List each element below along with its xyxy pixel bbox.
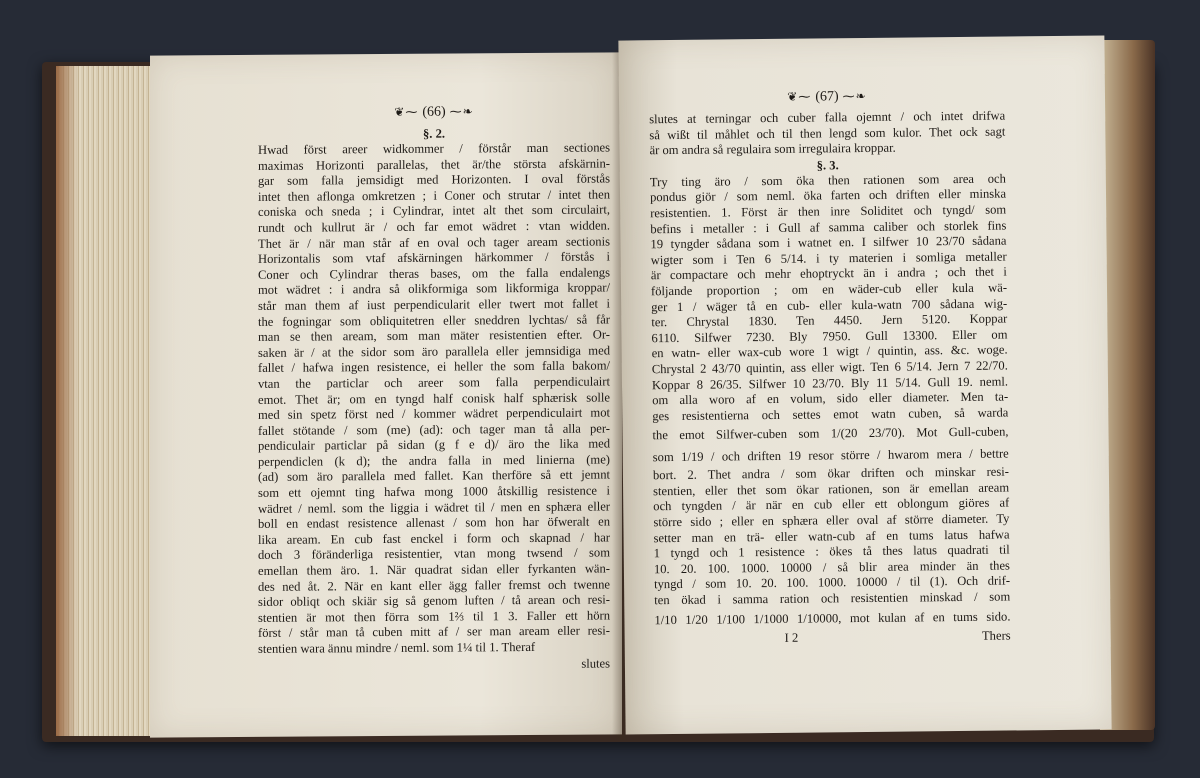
text-line: Coner och Cylindrar theras bases, om the falla endalengs bbox=[258, 265, 610, 282]
catchword: Thers bbox=[981, 628, 1011, 643]
text-line: ter. Chrystal 1830. Ten 4450. Jern 5120. Koppar bbox=[651, 311, 1008, 330]
text-line: vtan the particlar och areer som falla perpendiculairt bbox=[258, 374, 610, 391]
text-line: är compactare och mehr ehoptryckt än i andra ; och thet i bbox=[650, 264, 1007, 283]
text-line: wädret / neml. som the liggia i wädret til / men en sphæra eller bbox=[258, 499, 610, 516]
text-line: först / står man tå cuben mitt af / ser man aream eller resi- bbox=[258, 623, 610, 641]
text-line: ger 1 / wäger tå en cub- eller kula-watn 700 sådana wig- bbox=[651, 296, 1008, 314]
text-line: Horizontalis som vtaf afskärningen härkommer / förstås i bbox=[258, 249, 610, 267]
ornament-icon: ⁓❧ bbox=[445, 104, 474, 119]
text-line: bort. 2. Thet andra / som ökar driften och minskar resi- bbox=[652, 464, 1009, 483]
right-page bbox=[618, 35, 1111, 734]
text-line: setter man en trä- eller watn-cub af en tums latus hafwa bbox=[653, 527, 1010, 545]
text-line: 1 tyngd och 1 resistence : ökes tå thes latus quadrati til bbox=[653, 542, 1010, 561]
text-line: står man them af iust perpendicularit eller twert mot fallet i bbox=[258, 296, 610, 313]
text-line: emot. Thet är; om en tyngd half conisk half sphærisk solle bbox=[258, 389, 610, 407]
text-line: mot wädret : i andra så olikformiga som likformiga kroppar/ bbox=[258, 280, 610, 298]
text-line: perpendiclen (k d); the andra falla in med linierna (me) bbox=[258, 452, 610, 469]
text-line: Hwad först areer widkommer / förstår man sectiones bbox=[258, 140, 610, 157]
text-line: maximas Horizonti parallelas, thet är/the största afskärnin- bbox=[258, 156, 610, 173]
text-line: the fogningar som obliquitetren eller sneddren lychtas/ så får bbox=[258, 311, 610, 329]
text-line: pondus giör / som neml. öka farten och driften eller minska bbox=[649, 186, 1007, 205]
text-line: med sin spetz först ned / kommer wädret perpendiculairt mot bbox=[258, 405, 610, 422]
left-page-text bbox=[258, 100, 610, 673]
text-line: en watn- eller wax-cub wore 1 wigt / quintin, ass. &c. woge. bbox=[651, 342, 1008, 361]
text-line: doch 3 föränderliga resistentier, vtan mong twsend / som bbox=[258, 545, 610, 563]
text-line: är om andra så regulaira som irregulaira kroppar. bbox=[649, 140, 896, 158]
text-line: och tyngden / är när en cub eller ett oblongum giöres af bbox=[653, 495, 1010, 514]
text-line: lika aream. En cub fast enckel i form och skapnad / har bbox=[258, 530, 610, 547]
text-line: sidor obliqt och skiär sig så genom luften / tå arean och resi- bbox=[258, 592, 610, 610]
text-line: stentien wara ännu mindre / neml. som 1¼ til 1. Theraf bbox=[258, 639, 536, 656]
text-line: Thet är / när man står af en oval och tager aream sectionis bbox=[258, 233, 610, 251]
text-line: 1/10 1/20 1/100 1/1000 1/10000, mot kulan af en tums sido. bbox=[654, 609, 1011, 627]
page-header bbox=[258, 100, 610, 126]
page-edges-left bbox=[56, 66, 156, 736]
ornament-icon: ❦⁓ bbox=[394, 104, 423, 119]
text-line: tyngd / som 10. 20. 100. 1000. 10000 / til (1). Och drif- bbox=[654, 573, 1011, 592]
text-line: rundt och kullrut är / och far emot wädret : vtan widden. bbox=[258, 218, 610, 235]
text-line: 6110. Silfwer 7230. Bly 7950. Gull 13300. Eller om bbox=[651, 327, 1008, 345]
text-line: the emot Silfwer-cuben som 1/(20 23/70). Mot Gull-cuben, bbox=[652, 424, 1009, 443]
text-line: ten ökad i samma ration och resistentien minskad / som bbox=[654, 589, 1011, 608]
text-line: ges resistentierna och settes emot watn cuben, så warda bbox=[652, 405, 1009, 423]
text-line: Chrystal 2 43/70 quintin, ass eller wigt. Ten 6 5/14. Jern 7 22/70. bbox=[651, 358, 1008, 377]
text-line: som 1/19 / och driften 19 resor större / hwarom mera / bettre bbox=[652, 446, 1009, 465]
text-line: fallet stötande / som (me) (ad): och tager man tå alla per- bbox=[258, 421, 610, 438]
text-line: befins i metaller : i Gull af samma caliber och storlek fins bbox=[650, 218, 1007, 236]
text-line: boll en endast resistence allenast / som hon har öfweralt en bbox=[258, 514, 610, 532]
text-line: emellan them äro. 1. När quadrat sidan eller fyrkanten wän- bbox=[258, 561, 610, 578]
section-heading: §. 2. bbox=[422, 126, 446, 141]
ornament-icon: ❦⁓ bbox=[787, 89, 816, 104]
ornament-icon: ⁓❧ bbox=[838, 88, 867, 104]
catchword: slutes bbox=[581, 656, 610, 671]
text-line: pendiculair particlar på sidan (g f e d)/ äro the lika med bbox=[258, 436, 610, 454]
text-line: man se then aream, som man mäter resistentien efter. Or- bbox=[258, 327, 610, 345]
left-body bbox=[258, 140, 610, 657]
text-line: fallet / hafwa ingen resistence, ei heller the som falla bakom/ bbox=[258, 358, 610, 376]
text-line: 19 tyngder sådana som i watnet en. I silfwer 10 23/70 sådana bbox=[650, 233, 1007, 252]
text-line: saken är / at the sidor som äro parallela eller jemnsidiga med bbox=[258, 343, 610, 360]
text-line: 10. 20. 100. 1000. 10000 / så blir area minder än thes bbox=[653, 558, 1010, 577]
text-line: intet then aflonga omkretzen ; i Coner och strutar / intet then bbox=[258, 187, 610, 204]
text-line: gar som falla jemsidigt med Horizonten. I oval förstås bbox=[258, 171, 610, 189]
text-line: wigter som i Ten 6 5/14. i ty materien i somliga metaller bbox=[650, 249, 1007, 267]
right-body-intro bbox=[649, 109, 1005, 160]
left-page bbox=[150, 52, 622, 737]
text-line: des ned åt. 2. När en kant eller ägg faller fremst och twenne bbox=[258, 577, 610, 594]
text-line: Try ting äro / som öka then rationen som area och bbox=[649, 171, 1006, 190]
text-line: slutes at terningar och cuber falla ojemnt / och intet drifwa bbox=[649, 108, 1006, 127]
right-body bbox=[650, 171, 1011, 631]
text-line: om alla woro af en volum, sido eller diameter. Men ta- bbox=[652, 389, 1009, 408]
text-line: resistentien. 1. Först är then inre Soliditet och tyngd/ som bbox=[650, 202, 1007, 221]
text-line: (ad) som äro parallela med fallet. Kan therföre så ett jemnt bbox=[258, 467, 610, 485]
page-number: (67) bbox=[815, 89, 839, 105]
text-line: Koppar 8 26/35. Silfwer 10 23/70. Bly 11 5/14. Gull 19. neml. bbox=[651, 374, 1009, 392]
section-heading: §. 3. bbox=[816, 158, 839, 173]
text-line: stentien är mot then förra som 1⅔ til 1 3. Faller ett hörn bbox=[258, 608, 610, 625]
signature-mark: I 2 bbox=[784, 630, 799, 645]
text-line: så wißt til måhlet och til then lengd som kulor. Thet ock sagt bbox=[649, 124, 1006, 142]
text-line: följande proportion ; om en wäder-cub eller kula wä- bbox=[650, 280, 1008, 299]
text-line: större sido ; eller en sphæra eller oval af större diameter. Ty bbox=[653, 511, 1010, 530]
text-line: coniska och sneda ; i Cylindrar, intet alt thet som circulairt, bbox=[258, 202, 610, 220]
text-line: stentien, eller thet som ökar rationen, son är emellan aream bbox=[653, 480, 1010, 499]
right-page-text bbox=[649, 85, 1011, 647]
page-number: (66) bbox=[422, 104, 446, 120]
text-line: som ett ojemnt ting hafwa mong 1000 åtskillig resistence i bbox=[258, 483, 610, 500]
